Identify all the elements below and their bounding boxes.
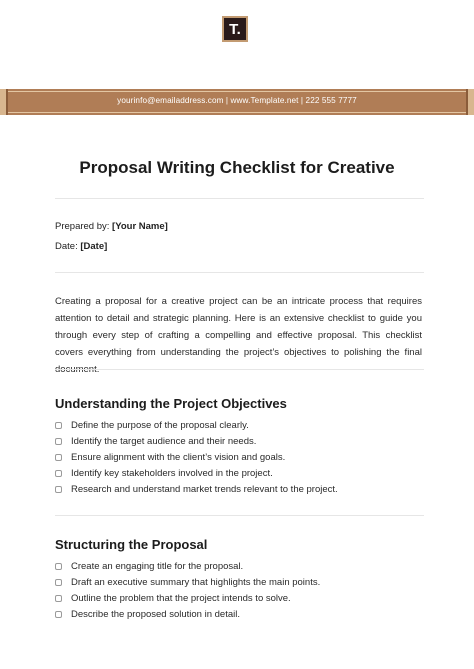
checklist-item[interactable]: Draft an executive summary that highlights the main points. [55,575,320,589]
divider [55,198,424,199]
logo-letter: T. [229,20,241,38]
date-label: Date: [55,241,78,252]
checklist-item[interactable]: Research and understand market trends relevant to the project. [55,482,338,496]
checklist-item[interactable]: Define the purpose of the proposal clearly. [55,418,249,432]
checklist-item[interactable]: Describe the proposed solution in detail. [55,607,240,621]
contact-info: yourinfo@emailaddress.com | www.Template.net | 222 555 7777 [117,96,357,105]
divider [55,369,424,370]
checklist-item[interactable]: Create an engaging title for the proposal. [55,559,243,573]
header-banner [0,89,474,115]
checkbox[interactable] [55,470,62,477]
checkbox[interactable] [55,454,62,461]
prepared-by-label: Prepared by: [55,221,110,232]
checkbox[interactable] [55,579,62,586]
intro-paragraph: Creating a proposal for a creative project can be an intricate process that requires attention to detail and strategic planning. Here is an extensive checklist to guide you through every step of crafting a compelling and effective proposal. This checklist covers everything from understanding the project’s objectives to polishing the final [55,296,422,358]
divider [55,515,424,516]
document-title: Proposal Writing Checklist for Creative [79,158,395,177]
checkbox[interactable] [55,563,62,570]
section-heading: Structuring the Proposal [55,537,208,552]
checkbox[interactable] [55,611,62,618]
section-heading: Understanding the Project Objectives [55,396,287,411]
checklist-item[interactable]: Ensure alignment with the client’s vision and goals. [55,450,285,464]
checkbox[interactable] [55,422,62,429]
checklist-item[interactable]: Outline the problem that the project intends to solve. [55,591,291,605]
checklist-item[interactable]: Identify key stakeholders involved in the project. [55,466,273,480]
checkbox[interactable] [55,595,62,602]
prepared-by-value: [Your Name] [112,221,168,232]
divider [55,272,424,273]
checklist-item[interactable]: Identify the target audience and their needs. [55,434,256,448]
date-value: [Date] [80,241,108,252]
template-logo [222,16,248,42]
prepared-by [55,221,168,232]
checkbox[interactable] [55,486,62,493]
checkbox[interactable] [55,438,62,445]
date [55,241,107,252]
